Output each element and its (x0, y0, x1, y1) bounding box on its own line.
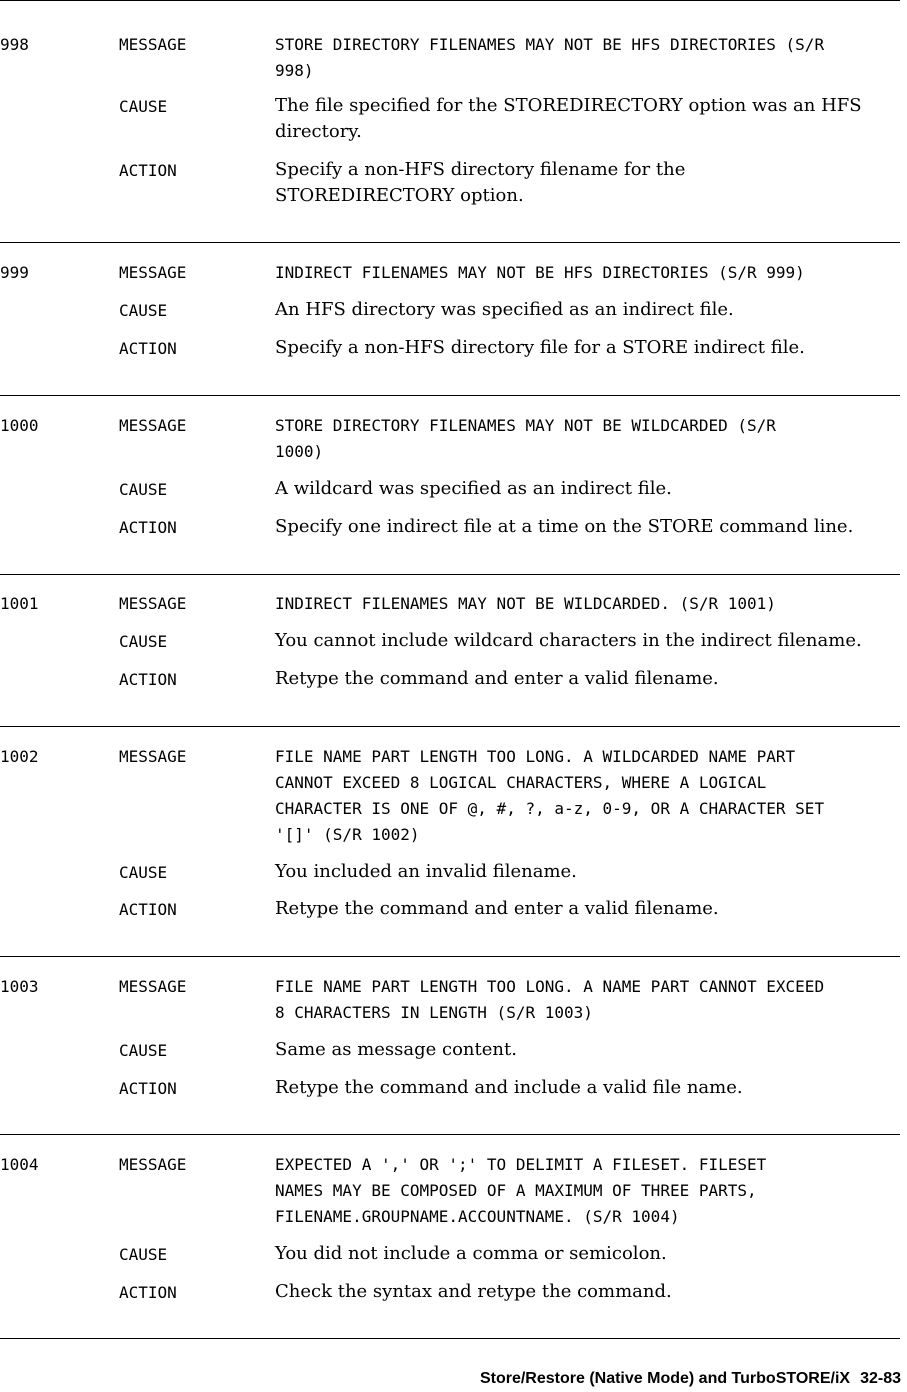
cause-text: An HFS directory was specified as an indirect file. (275, 299, 734, 320)
error-number: 1003 (0, 977, 39, 996)
action-text: Retype the command and enter a valid filename. (275, 668, 719, 689)
action-text: Check the syntax and retype the command. (275, 1281, 672, 1302)
error-number: 1002 (0, 747, 39, 766)
message-text: EXPECTED A ',' OR ';' TO DELIMIT A FILESET. FILESET NAMES MAY BE COMPOSED OF A MAXIMUM OF THREE PARTS, FILENAME.GROUPNAME.ACCOUNTNAME. (S/R 1004) (275, 1155, 767, 1226)
divider (0, 395, 900, 396)
action-label: ACTION (119, 339, 177, 358)
message-label: MESSAGE (119, 594, 187, 613)
action-text: Retype the command and enter a valid filename. (275, 898, 719, 919)
action-label: ACTION (119, 1283, 177, 1302)
action-label: ACTION (119, 161, 177, 180)
message-text: FILE NAME PART LENGTH TOO LONG. A NAME PART CANNOT EXCEED 8 CHARACTERS IN LENGTH (S/R 1003) (275, 977, 825, 1022)
action-label: ACTION (119, 1079, 177, 1098)
divider (0, 1338, 900, 1339)
cause-text: A wildcard was specified as an indirect file. (275, 478, 672, 499)
message-label: MESSAGE (119, 35, 187, 54)
message-text: INDIRECT FILENAMES MAY NOT BE WILDCARDED. (S/R 1001) (275, 594, 776, 613)
cause-text: You included an invalid filename. (275, 861, 577, 882)
page-footer (470, 1370, 901, 1388)
message-label: MESSAGE (119, 416, 187, 435)
cause-text: You did not include a comma or semicolon. (275, 1243, 667, 1264)
divider (0, 242, 900, 243)
divider (0, 574, 900, 575)
action-text: Retype the command and include a valid file name. (275, 1077, 743, 1098)
action-text: Specify a non-HFS directory filename for the STOREDIRECTORY option. (275, 159, 686, 206)
message-text: STORE DIRECTORY FILENAMES MAY NOT BE WILDCARDED (S/R 1000) (275, 416, 776, 461)
error-number: 999 (0, 263, 29, 282)
error-number: 1000 (0, 416, 39, 435)
cause-label: CAUSE (119, 1245, 168, 1264)
cause-label: CAUSE (119, 301, 168, 320)
message-label: MESSAGE (119, 977, 187, 996)
action-label: ACTION (119, 900, 177, 919)
error-number: 1001 (0, 594, 39, 613)
footer-title: Store/Restore (Native Mode) and TurboSTORE/iX (479, 1370, 851, 1387)
divider (0, 726, 900, 727)
message-label: MESSAGE (119, 1155, 187, 1174)
cause-text: You cannot include wildcard characters in the indirect filename. (275, 630, 862, 651)
divider (0, 0, 900, 1)
message-text: INDIRECT FILENAMES MAY NOT BE HFS DIRECTORIES (S/R 999) (275, 263, 805, 282)
cause-label: CAUSE (119, 863, 168, 882)
cause-label: CAUSE (119, 632, 168, 651)
action-text: Specify one indirect file at a time on the STORE command line. (275, 516, 854, 537)
message-text: FILE NAME PART LENGTH TOO LONG. A WILDCARDED NAME PART CANNOT EXCEED 8 LOGICAL CHARACTERS, WHERE A LOGICAL CHARACTER IS ONE OF @, #, ?, a-z, 0-9, OR A CHARACTER SET '[]' (S/R 1002) (275, 747, 825, 844)
cause-label: CAUSE (119, 97, 168, 116)
error-number: 998 (0, 35, 29, 54)
action-label: ACTION (119, 518, 177, 537)
cause-text: The file specified for the STOREDIRECTORY option was an HFS directory. (275, 95, 862, 142)
action-text: Specify a non-HFS directory file for a STORE indirect file. (275, 337, 805, 358)
action-label: ACTION (119, 670, 177, 689)
cause-label: CAUSE (119, 1041, 168, 1060)
message-label: MESSAGE (119, 747, 187, 766)
error-number: 1004 (0, 1155, 39, 1174)
cause-text: Same as message content. (275, 1039, 517, 1060)
divider (0, 1134, 900, 1135)
divider (0, 956, 900, 957)
message-text: STORE DIRECTORY FILENAMES MAY NOT BE HFS DIRECTORIES (S/R 998) (275, 35, 825, 80)
cause-label: CAUSE (119, 480, 168, 499)
message-label: MESSAGE (119, 263, 187, 282)
page-number: 32-83 (860, 1370, 901, 1387)
